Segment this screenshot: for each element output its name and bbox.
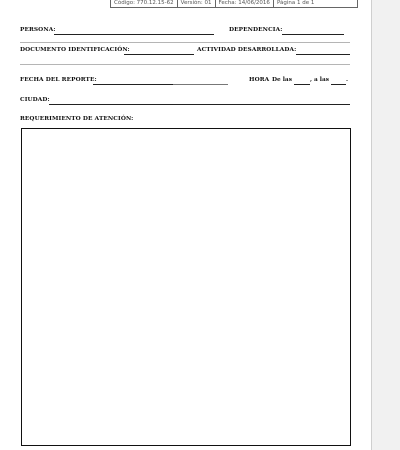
header-code: Código: 770.12.15-62: [111, 0, 178, 7]
hora-end-text: .: [346, 77, 349, 83]
dependencia-field[interactable]: [282, 34, 344, 35]
ciudad-field[interactable]: [49, 104, 350, 105]
hora-a-text: , a las: [310, 77, 330, 83]
documento-field[interactable]: [124, 54, 194, 55]
hora-label: HORA: [249, 77, 270, 83]
actividad-label: ACTIVIDAD DESARROLLADA:: [197, 47, 297, 53]
requerimiento-textarea[interactable]: [21, 128, 351, 446]
hora-inicio-field[interactable]: [294, 84, 310, 85]
ciudad-label: CIUDAD:: [20, 97, 50, 103]
fecha-field-ext: [173, 84, 228, 85]
fecha-label: FECHA DEL REPORTE:: [20, 77, 97, 83]
separator-line: [20, 64, 350, 65]
persona-label: PERSONA:: [20, 27, 56, 33]
separator-line: [20, 42, 350, 43]
dependencia-label: DEPENDENCIA:: [229, 27, 283, 33]
actividad-field[interactable]: [296, 54, 350, 55]
hora-de-text: De las: [272, 77, 292, 83]
document-header-strip: [110, 0, 358, 8]
header-version: Versión: 01: [178, 0, 216, 7]
requerimiento-label: REQUERIMIENTO DE ATENCIÓN:: [20, 116, 134, 122]
hora-fin-field[interactable]: [331, 84, 346, 85]
header-page: Página 1 de 1: [276, 0, 315, 6]
persona-field[interactable]: [54, 34, 214, 35]
documento-label: DOCUMENTO IDENTIFICACIÓN:: [20, 47, 130, 53]
fecha-field[interactable]: [93, 84, 173, 85]
header-date: Fecha: 14/06/2016: [216, 0, 274, 7]
viewer-side-panel: [372, 0, 400, 450]
